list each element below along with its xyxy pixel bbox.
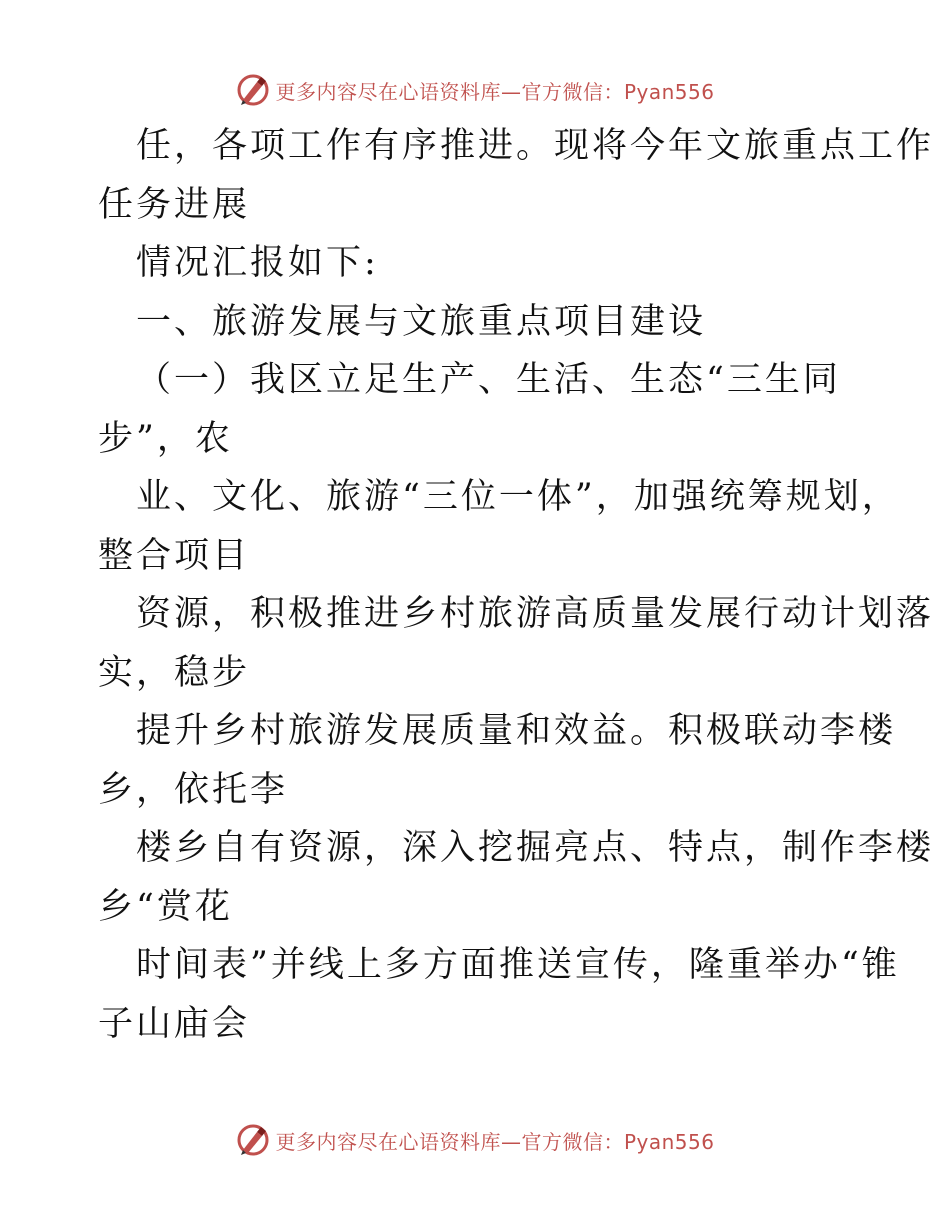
subsection-heading: （一）我区立足生产、生活、生态“三生同 [136,360,841,400]
body-line: 资源，积极推进乡村旅游高质量发展行动计划落 [136,594,935,634]
body-line: 任务进展 [98,184,251,225]
pen-logo-icon [235,72,271,108]
document-body [98,117,935,1053]
body-line: 整合项目 [98,535,251,576]
body-line: 乡“赏花 [98,886,233,927]
body-line: 时间表”并线上多方面推送宣传，隆重举办“锥 [136,945,900,985]
body-line: 楼乡自有资源，深入挖掘亮点、特点，制作李楼 [136,828,935,868]
section-heading: 一、旅游发展与文旅重点项目建设 [136,301,707,342]
body-line: 任，各项工作有序推进。现将今年文旅重点工作 [136,126,935,166]
footer-banner-text: 更多内容尽在心语资料库—官方微信：Pyan556 [275,1129,715,1154]
body-line: 实，稳步 [98,652,251,693]
body-line: 乡，依托李 [98,769,289,810]
header-banner [0,70,950,110]
body-line: 步”，农 [98,418,233,459]
body-line: 子山庙会 [98,1003,251,1044]
body-line: 提升乡村旅游发展质量和效益。积极联动李楼 [136,711,897,751]
body-line: 情况汇报如下: [136,243,379,283]
footer-banner [0,1120,950,1160]
pen-logo-icon [235,1122,271,1158]
body-line: 业、文化、旅游“三位一体”，加强统筹规划， [136,477,900,517]
header-banner-text: 更多内容尽在心语资料库—官方微信：Pyan556 [275,79,715,104]
